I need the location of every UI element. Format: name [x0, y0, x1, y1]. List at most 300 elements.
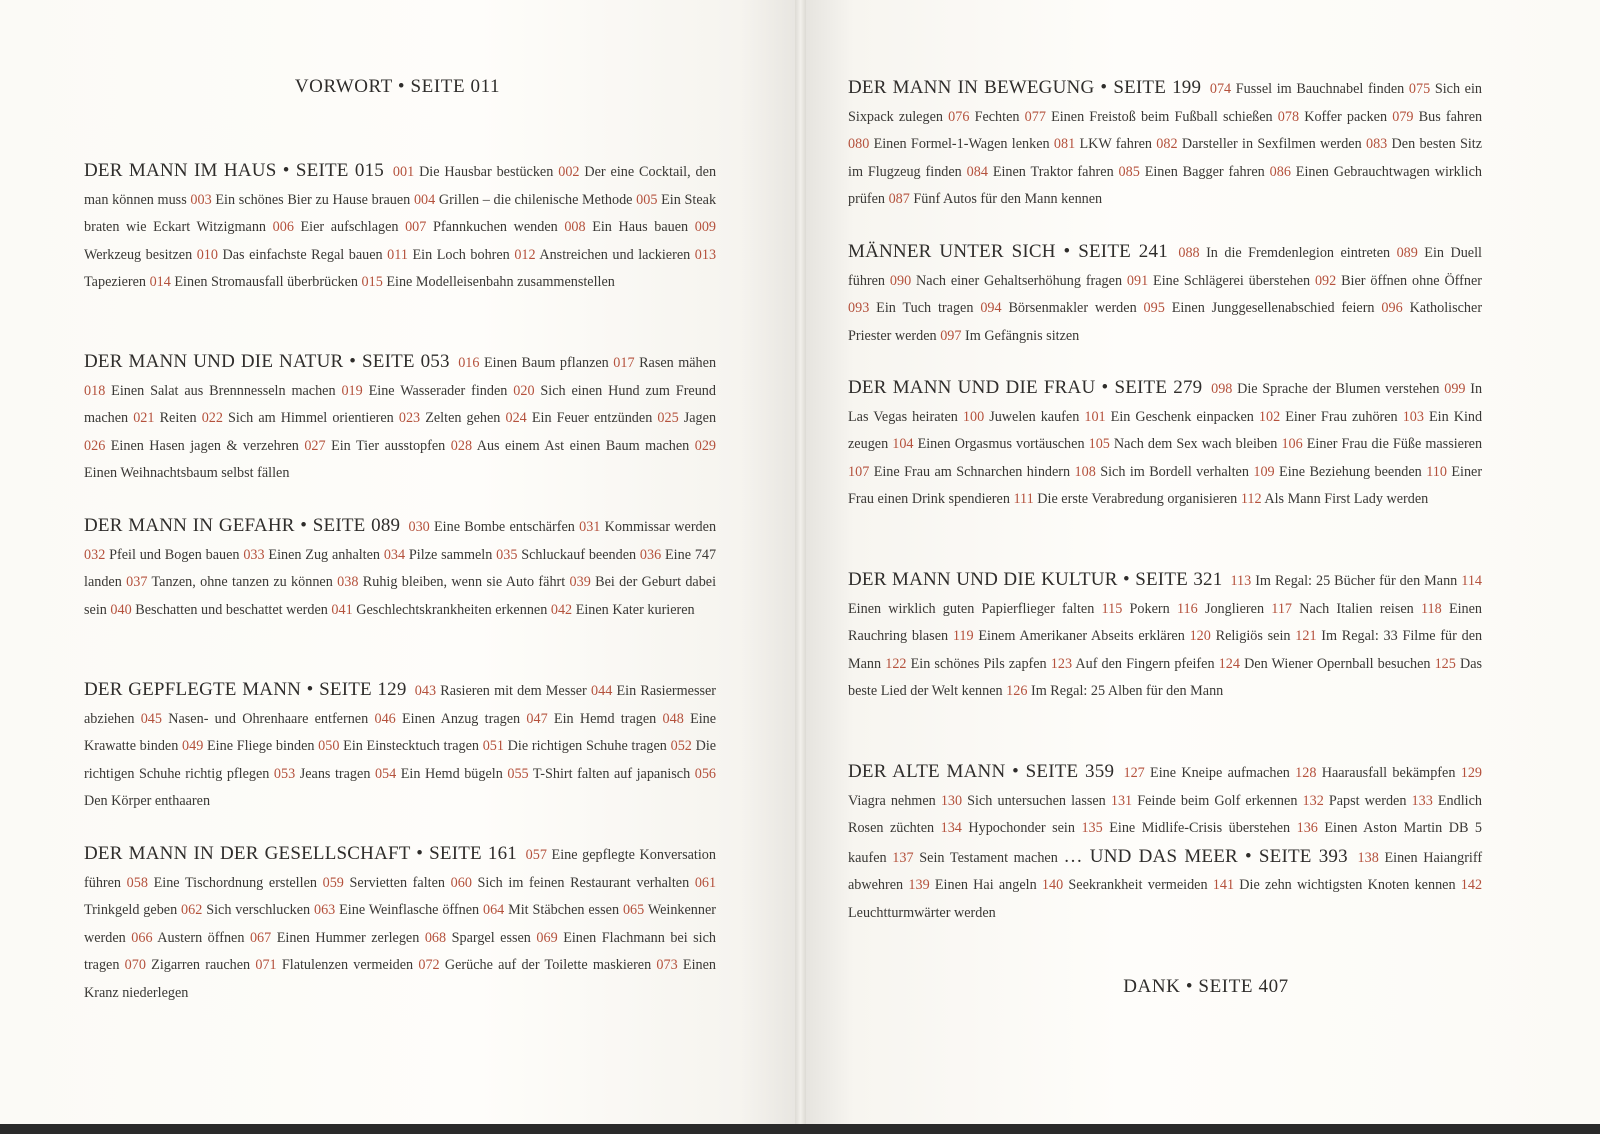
section-heading: DER MANN IM HAUS • SEITE 015: [84, 160, 384, 181]
entry-title: In Las Vegas heiraten: [848, 381, 1483, 425]
entry-number: 082: [1156, 136, 1178, 153]
entry-number: 018: [84, 382, 106, 399]
entry-title: Die richtigen Schuhe tragen: [507, 738, 667, 755]
entry-title: Im Gefängnis sitzen: [965, 327, 1080, 344]
entry-title: Leuchtturmwärter werden: [848, 904, 996, 921]
entry-number: 003: [190, 191, 212, 208]
entry-number: 065: [622, 902, 645, 919]
entry-number: 024: [505, 410, 527, 427]
entry-number: 059: [322, 874, 344, 891]
entry-title: Die richtigen Schuhe richtig pflegen: [84, 738, 717, 782]
entry-number: 040: [110, 601, 132, 618]
entry-number: 067: [249, 929, 272, 946]
entry-number: 069: [536, 929, 558, 946]
entry-title: Ein Hemd bügeln: [400, 765, 503, 782]
entry-number: 136: [1296, 820, 1318, 837]
entry-number: 068: [424, 929, 447, 946]
toc-section: [848, 238, 1482, 350]
entry-title: Religiös sein: [1215, 628, 1291, 645]
toc-section: [848, 758, 1482, 928]
entry-number: 112: [1240, 491, 1262, 508]
entry-title: Einen Hasen jagen & verzehren: [110, 437, 299, 454]
entry-number: 035: [496, 546, 518, 563]
entry-title: Den Körper enthaaren: [84, 793, 211, 810]
entry-number: 090: [889, 272, 912, 289]
entry-number: 142: [1460, 877, 1483, 894]
entry-number: 102: [1258, 408, 1281, 425]
entry-number: 001: [392, 164, 415, 180]
entry-number: 108: [1074, 463, 1096, 480]
entry-number: 087: [888, 191, 910, 208]
entry-number: 131: [1110, 792, 1133, 809]
entry-number: 100: [962, 408, 985, 425]
entry-title: Sich am Himmel orientieren: [228, 410, 394, 427]
entry-number: 013: [694, 246, 717, 263]
entry-title: Einen Salat aus Brennnesseln machen: [111, 382, 336, 399]
entry-title: Nach Italien reisen: [1299, 600, 1414, 617]
entry-title: Eine Beziehung beenden: [1279, 463, 1422, 480]
entry-title: Einen Rauchring blasen: [848, 600, 1483, 645]
entry-number: 006: [272, 219, 294, 236]
vorwort-heading: VORWORT • SEITE 011: [294, 76, 501, 97]
entry-title: Aus einem Ast einen Baum machen: [476, 437, 690, 454]
entry-title: Mit Stäbchen essen: [508, 902, 620, 919]
entry-title: Sein Testament machen: [919, 849, 1058, 866]
entry-number: 119: [952, 628, 974, 645]
entry-title: LKW fahren: [1079, 136, 1152, 153]
entry-number: 074: [1209, 81, 1232, 97]
entry-title: Fussel im Bauchnabel finden: [1235, 81, 1405, 97]
entry-title: Einen Stromausfall überbrücken: [174, 274, 358, 291]
entry-number: 009: [694, 219, 716, 236]
entry-number: 105: [1088, 436, 1110, 453]
entry-title: Ein Tier ausstopfen: [331, 437, 446, 454]
entry-number: 076: [948, 108, 970, 125]
toc-section: [84, 348, 716, 488]
entry-number: 016: [458, 355, 480, 371]
entry-number: 103: [1402, 408, 1424, 425]
entry-title: Ein Feuer entzünden: [531, 410, 653, 427]
entry-title: Den besten Sitz im Flugzeug finden: [848, 136, 1483, 180]
entry-number: 029: [694, 437, 716, 454]
entry-number: 034: [383, 546, 406, 563]
entry-title: Papst werden: [1328, 792, 1407, 809]
entry-title: Beschatten und beschattet werden: [135, 601, 328, 618]
entry-number: 007: [405, 219, 427, 236]
entry-title: Zigarren rauchen: [151, 957, 251, 974]
entry-title: Werkzeug besitzen: [84, 246, 193, 263]
entry-title: Einen Gebrauchtwagen wirklich prüfen: [848, 163, 1483, 208]
entry-title: Ein Steak braten wie Eckart Witzigmann: [84, 191, 717, 236]
book-gutter: [795, 0, 806, 1124]
entry-title: Ein Rasiermesser abziehen: [84, 683, 717, 727]
entry-title: Einen Hummer zerlegen: [276, 929, 420, 946]
entry-number: 052: [670, 738, 692, 755]
entry-title: Pilze sammeln: [408, 546, 493, 563]
entry-number: 125: [1434, 655, 1456, 672]
entry-number: 017: [613, 355, 635, 371]
entry-title: Das beste Lied der Welt kennen: [848, 655, 1483, 700]
entry-title: Rasen mähen: [639, 355, 717, 371]
toc-section: [84, 157, 716, 297]
entry-title: Ein Einstecktuch tragen: [343, 738, 479, 755]
entry-title: Gerüche auf der Toilette maskieren: [444, 957, 652, 974]
entry-title: Ein Haus bauen: [592, 219, 689, 236]
entry-title: Eine Modelleisenbahn zusammenstellen: [386, 274, 615, 291]
entry-number: 077: [1024, 108, 1046, 125]
entry-number: 075: [1408, 81, 1431, 97]
entry-number: 042: [550, 601, 573, 618]
entry-number: 107: [848, 463, 870, 480]
entry-number: 115: [1101, 600, 1123, 617]
entry-number: 094: [980, 300, 1002, 317]
entry-title: Eine Krawatte binden: [84, 710, 717, 755]
entry-title: Einer Frau einen Drink spendieren: [848, 463, 1483, 508]
entry-title: Nasen- und Ohrenhaare entfernen: [168, 710, 369, 727]
toc-section: [84, 512, 716, 624]
entry-number: 099: [1444, 381, 1466, 397]
entry-number: 054: [374, 765, 397, 782]
entry-number: 073: [656, 957, 678, 974]
entry-title: Eine Wasserader finden: [368, 382, 508, 399]
toc-section: [848, 74, 1482, 214]
entry-number: 084: [966, 163, 988, 180]
entry-title: Im Regal: 25 Alben für den Mann: [1030, 683, 1224, 700]
entry-title: Endlich Rosen züchten: [848, 792, 1483, 837]
entry-title: Ein Hemd tragen: [553, 710, 657, 727]
right-page: [806, 0, 1600, 1124]
entry-number: 045: [140, 710, 162, 727]
entry-number: 089: [1396, 245, 1418, 261]
entry-title: Einen Baum pflanzen: [483, 355, 609, 371]
entry-number: 071: [255, 957, 277, 974]
entry-title: Haarausfall bekämpfen: [1321, 765, 1456, 781]
entry-title: Einen Flachmann bei sich tragen: [84, 929, 717, 974]
entry-number: 135: [1081, 820, 1103, 837]
entry-title: Einen Formel-1-Wagen lenken: [873, 136, 1050, 153]
entry-title: Eine Frau am Schnarchen hindern: [873, 463, 1071, 480]
entry-number: 012: [514, 246, 536, 263]
dank-heading: DANK • SEITE 407: [1123, 976, 1289, 997]
entry-title: Geschlechtskrankheiten erkennen: [356, 601, 548, 618]
entry-title: Ein Geschenk einpacken: [1110, 408, 1254, 425]
section-heading: … UND DAS MEER • SEITE 393: [1063, 845, 1348, 867]
entry-number: 025: [657, 410, 679, 427]
section-heading: DER ALTE MANN • SEITE 359: [848, 761, 1115, 782]
entry-number: 057: [525, 847, 547, 863]
entry-number: 138: [1357, 849, 1379, 866]
entry-number: 093: [848, 300, 870, 317]
entry-title: Sich einen Hund zum Freund machen: [84, 382, 716, 427]
entry-number: 111: [1013, 491, 1034, 508]
entry-number: 064: [482, 902, 505, 919]
entry-number: 110: [1426, 463, 1447, 480]
entry-title: Feinde beim Golf erkennen: [1137, 792, 1298, 809]
entry-number: 092: [1314, 272, 1337, 289]
section-heading: DER MANN IN DER GESELLSCHAFT • SEITE 161: [84, 843, 517, 864]
entry-number: 121: [1295, 628, 1317, 645]
entry-title: Einer Frau die Füße massieren: [1306, 436, 1483, 453]
entry-number: 113: [1230, 573, 1252, 589]
entry-title: Börsenmakler werden: [1008, 300, 1137, 317]
entry-title: Tanzen, ohne tanzen zu können: [151, 574, 333, 591]
entry-title: Als Mann First Lady werden: [1264, 491, 1429, 508]
entry-number: 095: [1143, 300, 1165, 317]
entry-title: In die Fremdenlegion eintreten: [1206, 245, 1391, 261]
entry-number: 141: [1212, 877, 1235, 894]
entry-number: 055: [507, 765, 529, 782]
entry-title: Einen Kater kurieren: [575, 601, 695, 618]
entry-title: Fechten: [974, 108, 1020, 125]
entry-title: Bus fahren: [1418, 108, 1483, 125]
entry-title: Ein Tuch tragen: [876, 300, 974, 317]
entry-title: Bei der Geburt dabei sein: [84, 574, 717, 618]
entry-title: Koffer packen: [1304, 108, 1388, 125]
entry-title: Sich im Bordell verhalten: [1100, 463, 1249, 480]
entry-title: Jonglieren: [1204, 600, 1265, 617]
entry-number: 123: [1050, 655, 1073, 672]
entry-number: 030: [408, 519, 430, 535]
entry-title: Katholischer Priester werden: [848, 300, 1483, 344]
entry-title: Auf den Fingern pfeifen: [1075, 655, 1215, 672]
entry-title: Pokern: [1129, 600, 1170, 617]
entry-title: Den Wiener Opernball besuchen: [1244, 655, 1431, 672]
entry-title: Tapezieren: [84, 274, 147, 291]
entry-title: Darsteller in Sexfilmen werden: [1181, 136, 1362, 153]
entry-number: 053: [273, 765, 296, 782]
entry-title: Die zehn wichtigsten Knoten kennen: [1239, 877, 1456, 894]
entry-number: 120: [1189, 628, 1211, 645]
entry-number: 066: [131, 929, 153, 946]
entry-title: Juwelen kaufen: [989, 408, 1080, 425]
entry-number: 026: [84, 437, 106, 454]
entry-number: 048: [662, 710, 684, 727]
entry-number: 037: [126, 574, 148, 591]
section-heading: MÄNNER UNTER SICH • SEITE 241: [848, 241, 1168, 262]
entry-number: 140: [1041, 877, 1064, 894]
entry-number: 081: [1053, 136, 1076, 153]
entry-number: 036: [639, 546, 662, 563]
entry-number: 124: [1218, 655, 1240, 672]
entry-title: Jeans tragen: [299, 765, 371, 782]
entry-title: Pfannkuchen wenden: [432, 219, 558, 236]
entry-number: 085: [1118, 163, 1140, 180]
entry-number: 079: [1392, 108, 1414, 125]
entry-title: Einen Weihnachtsbaum selbst fällen: [84, 465, 290, 482]
entry-title: Eine Tischordnung erstellen: [153, 874, 317, 891]
entry-number: 028: [450, 437, 473, 454]
entry-title: Viagra nehmen: [848, 792, 936, 809]
entry-title: Der eine Cocktail, den man können muss: [84, 164, 717, 208]
entry-title: Fünf Autos für den Mann kennen: [913, 191, 1103, 208]
entry-title: Weinkenner werden: [84, 902, 717, 946]
entry-number: 109: [1253, 463, 1275, 480]
entry-number: 046: [374, 710, 396, 727]
entry-title: Die Hausbar bestücken: [419, 164, 554, 180]
entry-title: Grillen – die chilenische Methode: [438, 191, 633, 208]
entry-title: Einen Junggesellenabschied feiern: [1171, 300, 1375, 317]
entry-number: 061: [694, 874, 717, 891]
left-page: [0, 0, 795, 1124]
entry-title: Sich untersuchen lassen: [967, 792, 1106, 809]
entry-title: Einen Anzug tragen: [402, 710, 521, 727]
entry-title: Im Regal: 25 Bücher für den Mann: [1255, 573, 1458, 589]
entry-title: Einen Orgasmus vortäuschen: [917, 436, 1085, 453]
entry-number: 088: [1178, 245, 1200, 261]
entry-number: 049: [182, 738, 204, 755]
entry-number: 041: [331, 601, 353, 618]
entry-title: Trinkgeld geben: [84, 902, 178, 919]
entry-title: Reiten: [159, 410, 197, 427]
entry-number: 008: [564, 219, 586, 236]
entry-number: 127: [1123, 765, 1145, 781]
entry-title: Eine 747 landen: [84, 546, 717, 591]
entry-number: 139: [908, 877, 930, 894]
entry-title: Hypochonder sein: [968, 820, 1075, 837]
entry-number: 072: [418, 957, 440, 974]
entry-number: 101: [1084, 408, 1106, 425]
entry-number: 106: [1281, 436, 1303, 453]
entry-number: 062: [181, 902, 203, 919]
entry-number: 004: [413, 191, 436, 208]
entry-number: 058: [126, 874, 148, 891]
entry-title: Einen Haiangriff abwehren: [848, 849, 1483, 894]
entry-number: 043: [414, 683, 437, 699]
toc-section: [848, 374, 1482, 514]
entry-number: 137: [892, 849, 914, 866]
entry-title: Seekrankheit vermeiden: [1068, 877, 1208, 894]
entry-title: Eine Bombe entschärfen: [434, 519, 575, 535]
entry-title: Eier aufschlagen: [300, 219, 399, 236]
entry-title: Flatulenzen vermeiden: [281, 957, 414, 974]
entry-number: 056: [694, 765, 716, 782]
entry-number: 038: [337, 574, 359, 591]
entry-number: 022: [201, 410, 223, 427]
entry-title: Schluckauf beenden: [521, 546, 637, 563]
entry-number: 032: [84, 546, 106, 563]
entry-title: Eine Schlägerei überstehen: [1153, 272, 1311, 289]
entry-title: Nach dem Sex wach bleiben: [1113, 436, 1278, 453]
entry-title: Jagen: [683, 410, 717, 427]
toc-section: [84, 840, 716, 1008]
section-heading: DER GEPFLEGTE MANN • SEITE 129: [84, 679, 407, 700]
section-heading: DER MANN IN GEFAHR • SEITE 089: [84, 515, 401, 536]
entry-number: 039: [569, 574, 591, 591]
entry-title: Das einfachste Regal bauen: [222, 246, 383, 263]
entry-number: 122: [885, 655, 907, 672]
entry-title: Sich verschlucken: [206, 902, 311, 919]
entry-title: Einen Kranz niederlegen: [84, 957, 716, 1001]
entry-number: 104: [892, 436, 914, 453]
entry-title: Einem Amerikaner Abseits erklären: [978, 628, 1185, 645]
entry-number: 051: [482, 738, 504, 755]
entry-title: Eine Midlife-Crisis überstehen: [1109, 820, 1291, 837]
entry-number: 044: [591, 683, 613, 699]
entry-number: 130: [940, 792, 963, 809]
entry-number: 005: [636, 191, 658, 208]
entry-number: 011: [387, 246, 408, 263]
entry-title: Servietten falten: [349, 874, 445, 891]
entry-title: Ruhig bleiben, wenn sie Auto fährt: [362, 574, 566, 591]
entry-title: Rasieren mit dem Messer: [440, 683, 587, 699]
entry-number: 002: [558, 164, 580, 180]
entry-number: 118: [1420, 600, 1442, 617]
entry-title: Eine Weinflasche öffnen: [339, 902, 480, 919]
entry-number: 015: [361, 274, 383, 291]
entry-title: Ein schönes Pils zapfen: [910, 655, 1047, 672]
entry-title: Einen Zug anhalten: [268, 546, 381, 563]
entry-number: 019: [341, 382, 363, 399]
entry-title: Pfeil und Bogen bauen: [109, 546, 240, 563]
entry-number: 033: [243, 546, 265, 563]
entry-title: Austern öffnen: [157, 929, 245, 946]
entry-title: Ein Duell führen: [848, 245, 1482, 289]
entry-number: 027: [304, 437, 326, 454]
entry-number: 023: [398, 410, 421, 427]
entry-number: 091: [1126, 272, 1149, 289]
entry-title: T-Shirt falten auf japanisch: [532, 765, 691, 782]
entry-title: Kommissar werden: [604, 519, 717, 535]
entry-number: 096: [1381, 300, 1403, 317]
entry-number: 014: [149, 274, 171, 291]
entry-title: Einen wirklich guten Papierflieger falten: [848, 600, 1095, 617]
entry-number: 132: [1302, 792, 1324, 809]
entry-number: 050: [318, 738, 340, 755]
entry-number: 114: [1461, 573, 1483, 589]
entry-title: Einen Aston Martin DB 5 kaufen: [848, 820, 1482, 866]
entry-number: 060: [450, 874, 472, 891]
entry-number: 126: [1006, 683, 1028, 700]
entry-number: 128: [1295, 765, 1317, 781]
entry-number: 083: [1365, 136, 1388, 153]
entry-title: Ein Loch bohren: [412, 246, 510, 263]
entry-title: Eine Fliege binden: [207, 738, 315, 755]
entry-number: 117: [1271, 600, 1293, 617]
section-heading: DER MANN UND DIE FRAU • SEITE 279: [848, 377, 1203, 398]
entry-title: Ein schönes Bier zu Hause brauen: [215, 191, 411, 208]
entry-number: 031: [579, 519, 601, 535]
entry-title: Bier öffnen ohne Öffner: [1341, 272, 1482, 289]
entry-title: Die erste Verabredung organisieren: [1037, 491, 1238, 508]
entry-number: 134: [940, 820, 962, 837]
section-heading: DER MANN IN BEWEGUNG • SEITE 199: [848, 77, 1202, 98]
entry-number: 129: [1460, 765, 1483, 781]
entry-number: 086: [1269, 163, 1291, 180]
entry-title: Anstreichen und lackieren: [539, 246, 691, 263]
entry-number: 063: [313, 902, 336, 919]
page-bottom-edge: [0, 1124, 1600, 1134]
entry-title: Sich ein Sixpack zulegen: [848, 81, 1483, 125]
section-heading: DER MANN UND DIE KULTUR • SEITE 321: [848, 569, 1223, 590]
entry-number: 116: [1176, 600, 1198, 617]
entry-title: Sich im feinen Restaurant verhalten: [477, 874, 690, 891]
entry-number: 097: [940, 327, 962, 344]
entry-title: Einen Hai angeln: [934, 877, 1037, 894]
entry-title: Einen Traktor fahren: [992, 163, 1114, 180]
entry-number: 047: [526, 710, 548, 727]
entry-title: Zelten gehen: [425, 410, 501, 427]
entry-title: Eine gepflegte Konversation führen: [84, 847, 716, 891]
toc-section: [84, 676, 716, 816]
entry-number: 020: [513, 382, 535, 399]
entry-title: Einer Frau zuhören: [1285, 408, 1398, 425]
entry-number: 133: [1411, 792, 1433, 809]
toc-section: [848, 566, 1482, 706]
entry-title: Im Regal: 33 Filme für den Mann: [848, 628, 1483, 672]
entry-title: Nach einer Gehaltserhöhung fragen: [916, 272, 1123, 289]
entry-title: Ein Kind zeugen: [848, 408, 1483, 453]
entry-title: Einen Freistoß beim Fußball schießen: [1051, 108, 1273, 125]
